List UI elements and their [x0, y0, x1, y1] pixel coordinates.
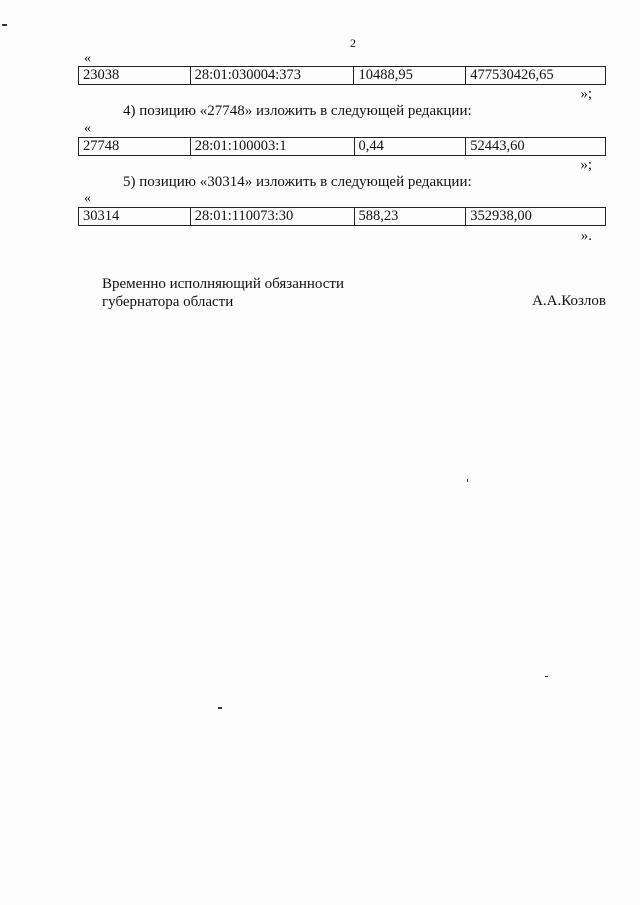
table-cell-area: 588,23: [354, 208, 466, 226]
paragraph-intro: 5) позицию «30314» изложить в следующей редакции:: [123, 174, 472, 190]
table-cell-area: 10488,95: [354, 67, 466, 85]
page-number: 2: [350, 36, 356, 50]
table-cell-number: 27748: [79, 138, 191, 156]
data-table: [78, 207, 606, 226]
table-cell-cadastral: 28:01:030004:373: [190, 67, 354, 85]
data-table: [78, 137, 606, 156]
table-cell-number: 23038: [79, 67, 191, 85]
table-row: [79, 138, 606, 156]
signatory-title-line: Временно исполняющий обязанности: [102, 276, 345, 292]
scan-artifact: [545, 676, 548, 677]
scan-artifact: [467, 479, 468, 482]
open-quote: «: [84, 191, 91, 206]
table-cell-area: 0,44: [354, 138, 466, 156]
close-quote: ».: [580, 228, 592, 244]
signatory-name: А.А.Козлов: [532, 293, 606, 309]
open-quote: «: [84, 121, 91, 136]
table-cell-cadastral: 28:01:100003:1: [190, 138, 354, 156]
table-cell-value: 52443,60: [466, 138, 606, 156]
table-row: [79, 67, 606, 85]
table-cell-cadastral: 28:01:110073:30: [190, 208, 354, 226]
signatory-title-line: губернатора области: [102, 294, 234, 310]
table-cell-value: 477530426,65: [466, 67, 606, 85]
close-quote: »;: [580, 157, 592, 173]
paragraph-intro: 4) позицию «27748» изложить в следующей редакции:: [123, 103, 472, 119]
table-row: [79, 208, 606, 226]
close-quote: »;: [580, 86, 592, 102]
table-cell-value: 352938,00: [466, 208, 606, 226]
scan-artifact: [2, 24, 7, 26]
table-cell-number: 30314: [79, 208, 191, 226]
scan-artifact: [218, 707, 222, 709]
open-quote: «: [84, 51, 91, 66]
data-table: [78, 66, 606, 85]
signatory-title: [102, 275, 344, 311]
